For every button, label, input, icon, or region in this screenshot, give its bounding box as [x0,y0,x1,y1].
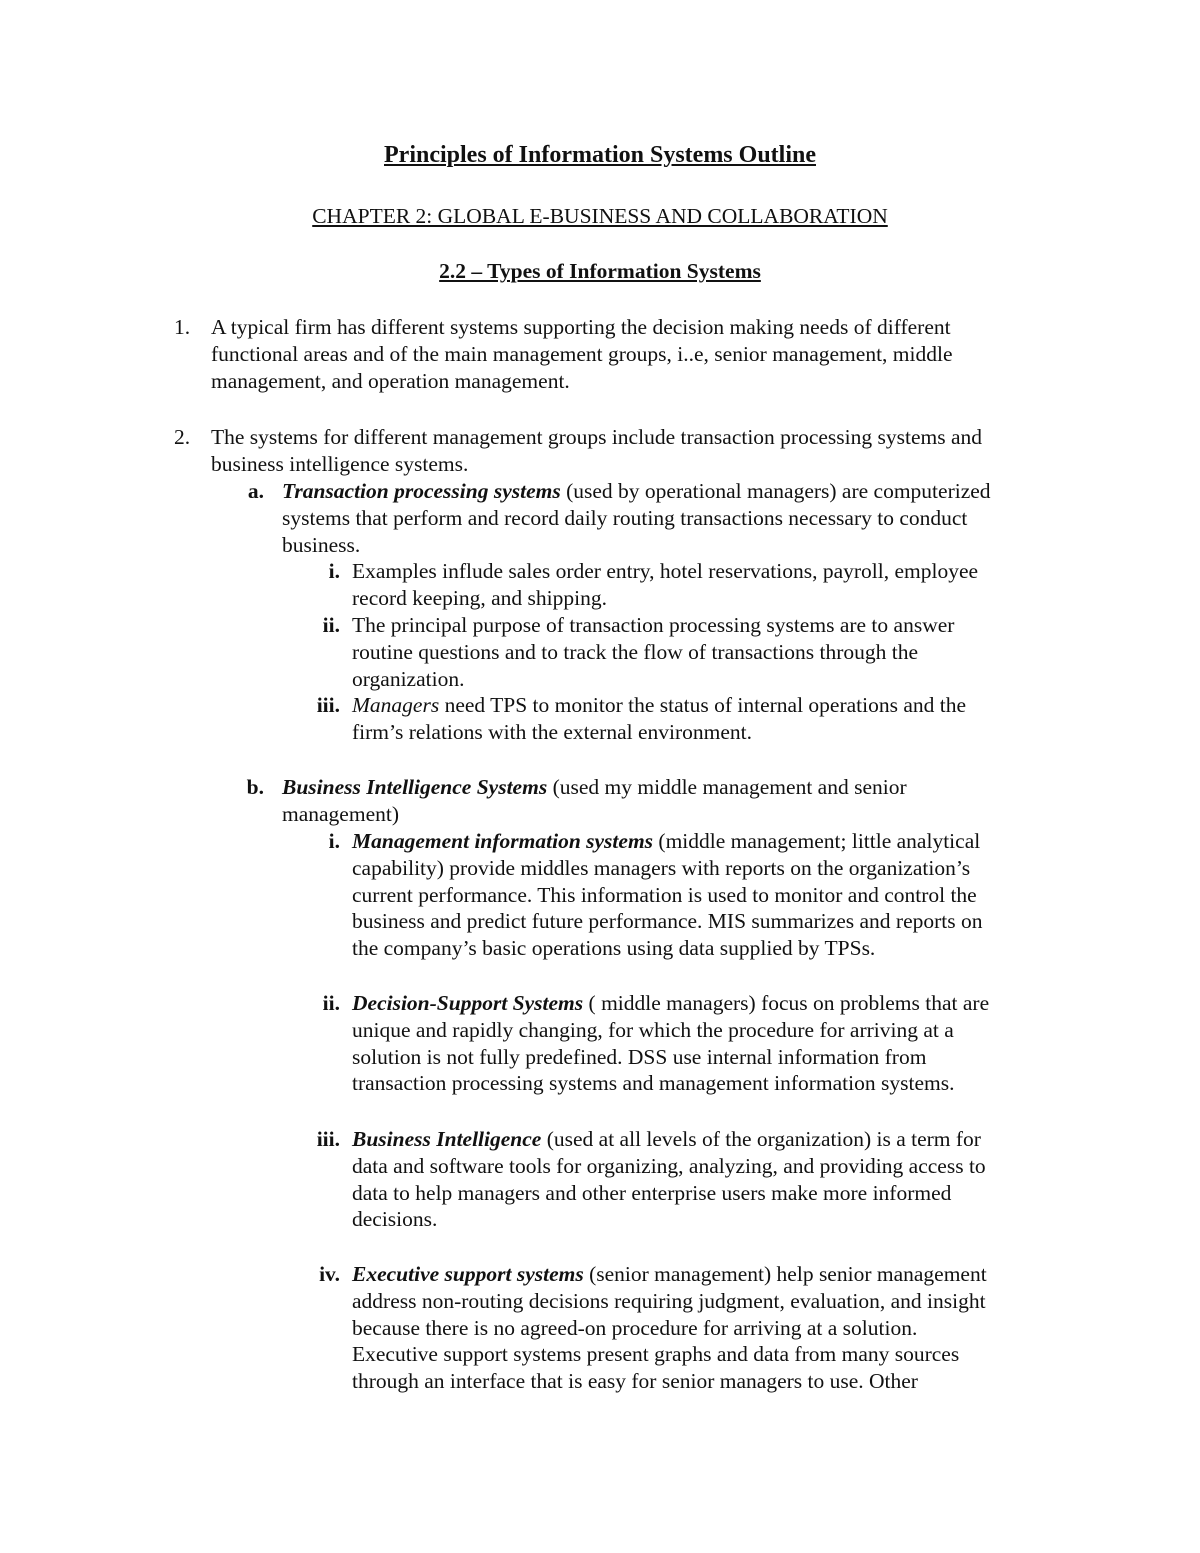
point-text: Managers need TPS to monitor the status of internal operations and the firm’s relations with the external environment. [352,693,967,744]
sub-item-text: Business Intelligence Systems (used my middle management and senior management) [282,775,907,826]
chapter-heading: CHAPTER 2: GLOBAL E-BUSINESS AND COLLABORATION [312,204,888,228]
sub-label: a. [247,479,264,503]
term: Executive support systems [352,1262,584,1286]
list-number: 2. [174,425,191,449]
point-text: Business Intelligence (used at all levels of the organization) is a term for data and software tools for organizing, analyzing, and providing access to data to help managers and other enterprise users make more informed decisions. [352,1127,986,1232]
sub-item-text: Transaction processing systems (used by operational managers) are computerized systems that perform and record daily routing transactions necessary to conduct business. [282,479,991,557]
point-text: Executive support systems (senior management) help senior management address non-routing decisions requiring judgment, evaluation, and insight because there is no agreed-on procedure for arriving at a solution. Executive support systems present graphs and data from many sources through an interface that is easy for senior managers to use. Other [352,1262,987,1394]
term: Business Intelligence [352,1127,542,1151]
point-label: ii. [322,613,340,637]
list-number: 1. [174,315,191,339]
point-text: Examples influde sales order entry, hotel reservations, payroll, employee record keeping, and shipping. [352,559,979,610]
list-item-text: The systems for different management groups include transaction processing systems and business intelligence systems. [211,425,983,476]
point-label: i. [328,559,340,583]
point-text: Management information systems (middle management; little analytical capability) provide middles managers with reports on the organization’s current performance. This information is used to monitor and control the business and predict future performance. MIS summarizes and reports on the company’s basic operations using data supplied by TPSs. [352,829,983,961]
term: Transaction processing systems [282,479,561,503]
term: Business Intelligence Systems [282,775,548,799]
point-label: iv. [319,1262,340,1286]
point-label: iii. [316,693,340,717]
sub-label: b. [246,775,264,799]
point-label: iii. [316,1127,340,1151]
term: Management information systems [352,829,654,853]
point-text: The principal purpose of transaction processing systems are to answer routine questions and to track the flow of transactions through the organization. [352,613,955,691]
list-item-text: A typical firm has different systems supporting the decision making needs of different functional areas and of the main management groups, i..e, senior management, middle management, and operation management. [211,315,953,393]
point-text: Decision-Support Systems ( middle managers) focus on problems that are unique and rapidly changing, for which the procedure for arriving at a solution is not fully predefined. DSS use internal information from transaction processing systems and management information systems. [352,991,990,1096]
section-heading: 2.2 – Types of Information Systems [439,259,761,283]
point-label: ii. [322,991,340,1015]
term: Decision-Support Systems [352,991,584,1015]
point-label: i. [328,829,340,853]
document-title: Principles of Information Systems Outline [384,142,816,168]
